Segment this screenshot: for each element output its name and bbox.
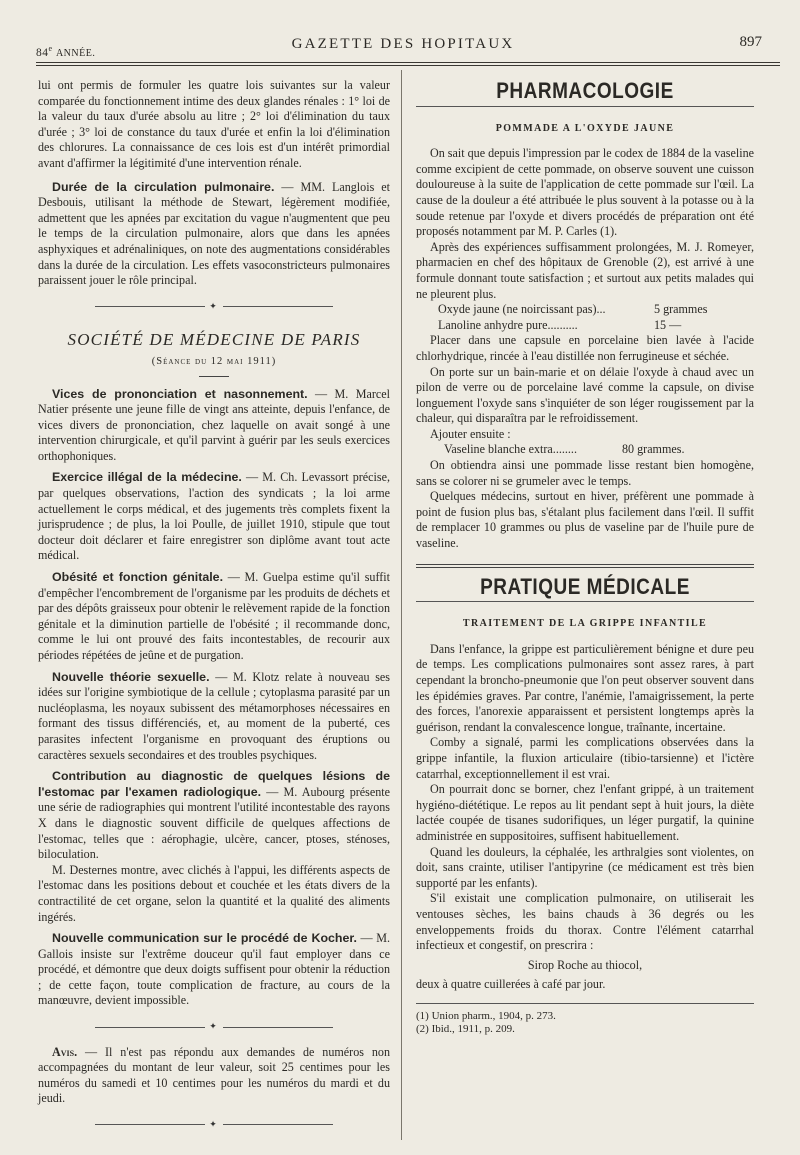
pharma-p1: On sait que depuis l'impression par le codex de 1884 de la vaseline comme excipient de cette pommade, on observe souvent une cuisson douloureuse à la suite de l'application de cette pommade sur l'œil. La cause de la douleur a été attribuée le plus souvent à la potasse ou à la soude retenue par l'oxyde et divers procédés de préparation ont été proposés notamment par M. P. Carles (1). — [416, 146, 754, 239]
pharma-p2: Après des expériences suffisamment prolongées, M. J. Romeyer, pharmacien en chef des hôpitaux de Grenoble (2), est arrivé à une formule donnant toute satisfaction ; et surtout aux petits malades qui ne pleurent plus. — [416, 239, 754, 301]
page-number: 897 — [739, 34, 762, 50]
pharma-p3: Placer dans une capsule en porcelaine bien lavée à l'acide chlorhydrique, rincée à l'eau distillée non ferrugineuse et séchée. — [416, 333, 754, 363]
left-column — [38, 78, 390, 1143]
issue-number: 84e ANNÉE. — [36, 44, 96, 59]
section-prononciation: Vices de prononciation et nasonnement. — M. Marcel Natier présente une jeune fille de vingt ans atteinte, depuis l'enfance, de vices divers de prononciation, chez laquelle on avait songé à une intervention chirurgicale, et qu'il parvint à guérir par les seuls exercices orthophoniques. — [38, 386, 390, 463]
formula-row: Vaseline blanche extra........ 80 grammes. — [444, 442, 685, 457]
journal-title: GAZETTE DES HOPITAUX — [291, 36, 515, 52]
header-rule-2 — [36, 65, 780, 66]
pharmacologie-title: PHARMACOLOGIE — [496, 79, 674, 104]
pratique-p5: S'il existait une complication pulmonaire, on utiliserait les ventouses sèches, les bains chauds à 36 degrés ou les enveloppements froids du thorax. Contre l'élément catarrhal infectieux et congestif, on prescrira : — [416, 891, 754, 953]
title-rule — [416, 601, 754, 602]
pratique-p4: Quand les douleurs, la céphalée, les arthralgies sont violentes, on doit, sans crainte, utiliser l'antipyrine (ce médicament est très bien supporté par les enfants). — [416, 844, 754, 890]
ornament-divider: ✦ — [38, 299, 390, 315]
avis-notice: Avis. — Il n'est pas répondu aux demandes de numéros non accompagnées du montant de leur valeur, soit 25 centimes pour les numéros du samedi et 10 centimes pour les numéros du mardi et du jeudi. — [38, 1044, 390, 1106]
pratique-p6: deux à quatre cuillerées à café par jour. — [416, 977, 606, 992]
footnotes — [416, 1010, 754, 1037]
footnote-rule — [416, 1003, 754, 1004]
pommade-subtitle: POMMADE A L'OXYDE JAUNE — [495, 122, 675, 134]
section-circulation: Durée de la circulation pulmonaire. — MM. Langlois et Desbouis, utilisant la méthode de Stewart, légèrement modifiée, admettent que les apnées par excitation du vague n'augmentent que peu le temps de la circulation pulmonaire, alors que dans les apnées asphyxiques et adrénaliniques, on note des augmentations considérables dans la durée de la circulation. Les effets vasoconstricteurs pulmonaires paraissent jouer le rôle principal. — [38, 179, 390, 288]
pratique-p1: Dans l'enfance, la grippe est particulièrement bénigne et dure peu de temps. Les complications pulmonaires sont assez rares, à part cependant la broncho-pneumonie que l'on peut observer souvent dans les épidémies graves. Par contre, l'anémie, l'amaigrissement, la perte des forces, l'anorexie apparaissent et persistent longtemps après la guérison, rendant la convalescence longue, traînante, incertaine. — [416, 641, 754, 734]
pharma-p6: On obtiendra ainsi une pommade lisse restant bien homogène, sans se colorer ni se grumeler avec le temps. — [416, 458, 754, 488]
header-rule — [36, 62, 780, 63]
section-theorie: Nouvelle théorie sexuelle. — M. Klotz relate à nouveau ses idées sur l'origine symbiotique de la cellule ; cytoplasma parasité par un nucléoplasma, les noyaux subissent des métamorphoses nécessaires en formant des tissus différenciés, et, au moment de la puberté, ces parasites infectent l'organisme en provoquant des éruptions ou caractères sexuels secondaires et des troubles psychiques. — [38, 669, 390, 762]
society-title: SOCIÉTÉ DE MÉDECINE DE PARIS — [67, 330, 361, 350]
title-rule — [416, 106, 754, 107]
prescription: Sirop Roche au thiocol, — [527, 957, 643, 972]
pratique-p2: Comby a signalé, parmi les complications observées dans la grippe infantile, la fluxion articulaire (tibio-tarsienne) et l'ictère catarrhal, exceptionnellement il est vrai. — [416, 735, 754, 781]
pratique-p3: On pourrait donc se borner, chez l'enfant grippé, à un traitement hygiéno-diététique. Le repos au lit pendant sept à huit jours, la diète lactée coupée de tisanes sudorifiques, un léger purgatif, la quinine administrée en suppositoires, suffisent habituellement. — [416, 782, 754, 843]
ornament-divider-2: ✦ — [38, 1019, 390, 1035]
pharma-p7: Quelques médecins, surtout en hiver, préfèrent une pommade à point de fusion plus bas, s'étalant plus facilement dans l'œil. Il suffit de remplacer 10 grammes ou plus de vaseline par de l'huile pure de vaseline. — [416, 489, 754, 551]
short-rule — [199, 376, 229, 377]
pratique-title: PRATIQUE MÉDICALE — [480, 575, 690, 600]
section-rule — [416, 564, 754, 568]
formula-row: Oxyde jaune (ne noircissant pas)... 5 grammes — [438, 302, 708, 317]
footnote: (1) Union pharm., 1904, p. 273. — [416, 1009, 556, 1022]
column-divider — [401, 70, 402, 1140]
pharma-p5: Ajouter ensuite : — [430, 426, 511, 441]
section-kocher: Nouvelle communication sur le procédé de Kocher. — M. Gallois insiste sur l'extrême douceur qu'il faut employer dans ce procédé, et démontre que deux doigts suffisent pour obtenir la réduction ; de cette façon, toute complication de fracture, au cours de la manœuvre, devient impossible. — [38, 931, 390, 1008]
pharma-p4: On porte sur un bain-marie et on délaie l'oxyde à chaud avec un pilon de verre ou de porcelaine lavé comme la capsule, on divise longuement l'oxyde sans s'inquiéter de son léger rougissement par la chaleur, qui disparaîtra par le refroidissement. — [416, 364, 754, 426]
right-column — [416, 78, 754, 1037]
intro-paragraph: lui ont permis de formuler les quatre lois suivantes sur la valeur comparée du fonctionnement intime des deux glandes rénales : 1° loi de la valeur du taux d'urée absolu au litre ; 2° loi d'élimination du taux d'urée ; 3° loi de constance du taux d'urée et enfin la loi d'élimination des chlorures. La connaissance de ces lois est d'un intérêt primordial avant d'affirmer la légitimité d'une intervention rénale. — [38, 78, 390, 170]
running-header — [36, 32, 770, 58]
section-obesite: Obésité et fonction génitale. — M. Guelpa estime qu'il suffit d'empêcher l'encombrement de l'organisme par les produits de déchets et par des dépôts graisseux pour obtenir le relèvement rapide de la fonction génitale et la diminution partielle de l'obésité ; il recommande donc, comme le lui ont prouvé des faits incontestables, de recourir aux périodes répétées de jeûne et de purgation. — [38, 570, 390, 662]
seance-date: (Séance du 12 mai 1911) — [151, 355, 277, 367]
section-estomac: Contribution au diagnostic de quelques lésions de l'estomac par l'examen radiologique. — M. Aubourg présente une série de radiographies qui montrent l'utilité incontestable des rayons X dans le diagnostic souvent difficile de quelques affections de l'estomac, telles que : aérophagie, ulcère, cancer, ptoses, sténoses, biloculation. — [38, 769, 390, 862]
section-exercice: Exercice illégal de la médecine. — M. Ch. Levassort précise, par quelques observations, l'action des syndicats ; la loi arme actuellement le corps médical, et des jugements très complets fixent la jurisprudence ; de plus, la loi Poulle, de juillet 1910, stipule que tout docteur doit déclarer et faire enregistrer son diplôme avant tout acte médical. — [38, 470, 390, 563]
section-estomac-2: M. Desternes montre, avec clichés à l'appui, les différents aspects de l'estomac dans les positions debout et couchée et les états divers de la contractilité de cet organe, selon la quantité et la qualité des aliments ingérés. — [38, 862, 390, 924]
footnote: (2) Ibid., 1911, p. 209. — [416, 1023, 515, 1036]
formula-row: Lanoline anhydre pure.......... 15 — — [438, 317, 682, 332]
ornament-divider-3: ✦ — [38, 1117, 390, 1133]
grippe-subtitle: TRAITEMENT DE LA GRIPPE INFANTILE — [462, 618, 708, 630]
